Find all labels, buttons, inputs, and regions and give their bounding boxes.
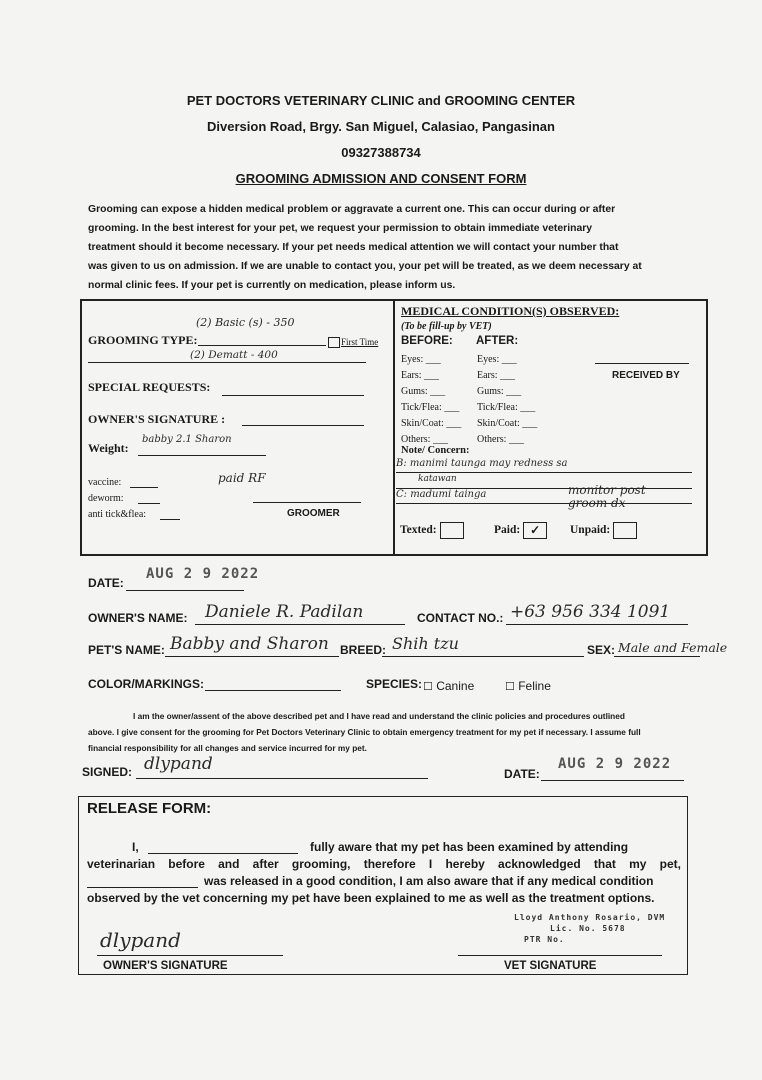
release-line-4: observed by the vet concerning my pet have been explained to me as well as the treatment options. (87, 891, 655, 905)
owner-signature-scribble[interactable]: dlypand (100, 928, 181, 952)
clinic-address: Diversion Road, Brgy. San Miguel, Calasiao, Pangasinan (207, 119, 555, 134)
groomer-label: GROOMER (287, 508, 340, 519)
before-label: BEFORE: (401, 335, 453, 347)
pet-name-value[interactable]: Babby and Sharon (170, 634, 329, 654)
release-line-1a: I, (132, 840, 139, 854)
date-label: DATE: (88, 576, 124, 590)
intro-line: grooming. In the best interest for your pet, we request your permission to obtain immediate veterinary (88, 223, 593, 234)
sex-value[interactable]: Male and Female (618, 640, 728, 655)
consent-line: I am the owner/assent of the above described pet and I have read and understand the clinic policies and procedures outlined (133, 711, 625, 721)
before-item: Ears: ___ (401, 370, 440, 381)
consent-line: above. I give consent for the grooming for Pet Doctors Veterinary Clinic to obtain emergency treatment for my pet if necessary. I assume full (88, 727, 641, 737)
after-item: Tick/Flea: ___ (477, 402, 536, 413)
canine-option[interactable]: ☐ Canine (423, 679, 475, 693)
grooming-type-value-2[interactable]: (2) Dematt - 400 (190, 349, 278, 361)
after-item: Ears: ___ (477, 370, 516, 381)
vet-stamp (514, 912, 665, 945)
contact-label: CONTACT NO.: (417, 611, 504, 625)
signed-label: SIGNED: (82, 765, 133, 779)
box-divider (393, 299, 395, 554)
before-item: Skin/Coat: ___ (401, 418, 462, 429)
feline-option[interactable]: ☐ Feline (505, 679, 551, 693)
before-item: Eyes: ___ (401, 354, 441, 365)
sex-label: SEX: (587, 643, 616, 657)
before-item: Gums: ___ (401, 386, 446, 397)
texted-field: Texted: (400, 522, 464, 539)
color-markings-label: COLOR/MARKINGS: (88, 677, 204, 691)
note-label: Note/ Concern: (401, 445, 470, 456)
before-item: Others: ___ (401, 434, 448, 445)
feline-checkbox-icon: ☐ (505, 681, 515, 693)
release-line-3: was released in a good condition, I am also aware that if any medical condition (204, 874, 654, 888)
note-line-1[interactable]: B: manimi taunga may redness sa (396, 458, 568, 469)
note-line-2[interactable]: katawan (418, 474, 457, 484)
breed-label: BREED: (340, 643, 387, 657)
consent-line: financial responsibility for all changes and service incurred for my pet. (88, 743, 367, 753)
unpaid-checkbox[interactable] (613, 522, 637, 539)
grooming-type-label: GROOMING TYPE: (88, 333, 198, 347)
antitick-label: anti tick&flea: (88, 509, 147, 520)
consent-date-label: DATE: (504, 767, 540, 781)
breed-value[interactable]: Shih tzu (392, 634, 459, 653)
paid-note[interactable]: paid RF (218, 471, 266, 485)
owner-name-value[interactable]: Daniele R. Padilan (205, 602, 364, 622)
before-item: Tick/Flea: ___ (401, 402, 460, 413)
intro-line: treatment should it become necessary. If your pet needs medical attention we will contact your number that (88, 242, 619, 253)
after-item: Gums: ___ (477, 386, 522, 397)
vet-stamp-license: Lic. No. 5678 (550, 924, 626, 933)
pet-name-label: PET'S NAME: (88, 643, 165, 657)
paid-checkbox[interactable]: ✓ (523, 522, 547, 539)
form-title: GROOMING ADMISSION AND CONSENT FORM (235, 171, 527, 186)
release-line-1b: fully aware that my pet has been examined by attending (310, 840, 629, 854)
received-by-label: RECEIVED BY (612, 370, 680, 381)
after-item: Skin/Coat: ___ (477, 418, 538, 429)
contact-value[interactable]: +63 956 334 1091 (510, 602, 671, 622)
medical-subtitle: (To be fill-up by VET) (401, 321, 492, 332)
intro-line: was given to us on admission. If we are unable to contact you, your pet will be treated, as we deem necessary at (88, 261, 642, 272)
vet-stamp-ptr: PTR No. (524, 935, 565, 944)
after-item: Others: ___ (477, 434, 524, 445)
before-list (401, 352, 461, 448)
medical-title: MEDICAL CONDITION(S) OBSERVED: (401, 304, 620, 318)
weight-value[interactable]: babby 2.1 Sharon (142, 434, 232, 445)
note-line-3[interactable]: C: madumi tainga (396, 489, 487, 500)
owner-name-label: OWNER'S NAME: (88, 611, 188, 625)
clinic-phone: 09327388734 (341, 145, 421, 160)
consent-date-stamp: AUG 2 9 2022 (558, 756, 672, 772)
vet-signature-label: VET SIGNATURE (504, 960, 597, 972)
first-time-label: First Time (341, 337, 379, 347)
first-time-checkbox[interactable] (328, 337, 340, 348)
release-line-2: veterinarian before and after grooming, therefore I hereby acknowledged that my pet, (87, 857, 681, 871)
note-line-4[interactable]: monitor post groom dx (568, 483, 646, 510)
grooming-type-value-1[interactable]: (2) Basic (s) - 350 (196, 316, 295, 329)
paid-field: Paid: ✓ (494, 522, 547, 539)
clinic-name: PET DOCTORS VETERINARY CLINIC and GROOMING CENTER (186, 93, 576, 108)
special-requests-label: SPECIAL REQUESTS: (88, 380, 211, 394)
intro-paragraph (88, 200, 700, 295)
after-list (477, 352, 537, 448)
weight-label: Weight: (88, 441, 129, 455)
intro-line: normal clinic fees. If your pet is currently on medication, please inform us. (88, 280, 456, 291)
vet-stamp-name: Lloyd Anthony Rosario, DVM (514, 913, 666, 922)
consent-paragraph (88, 708, 698, 756)
deworm-label: deworm: (88, 493, 124, 504)
date-stamp: AUG 2 9 2022 (146, 566, 260, 582)
after-item: Eyes: ___ (477, 354, 517, 365)
unpaid-field: Unpaid: (570, 522, 637, 539)
intro-line: Grooming can expose a hidden medical problem or aggravate a current one. This can occur during or after (88, 204, 616, 215)
after-label: AFTER: (476, 335, 519, 347)
signed-signature[interactable]: dlypand (144, 754, 213, 774)
release-title: RELEASE FORM: (87, 800, 212, 817)
owner-signature-label-release: OWNER'S SIGNATURE (103, 960, 228, 972)
species-label: SPECIES: (366, 677, 423, 691)
texted-checkbox[interactable] (440, 522, 464, 539)
owner-signature-label: OWNER'S SIGNATURE : (88, 412, 226, 426)
vaccine-label: vaccine: (88, 477, 122, 488)
canine-checkbox-icon: ☐ (423, 681, 433, 693)
